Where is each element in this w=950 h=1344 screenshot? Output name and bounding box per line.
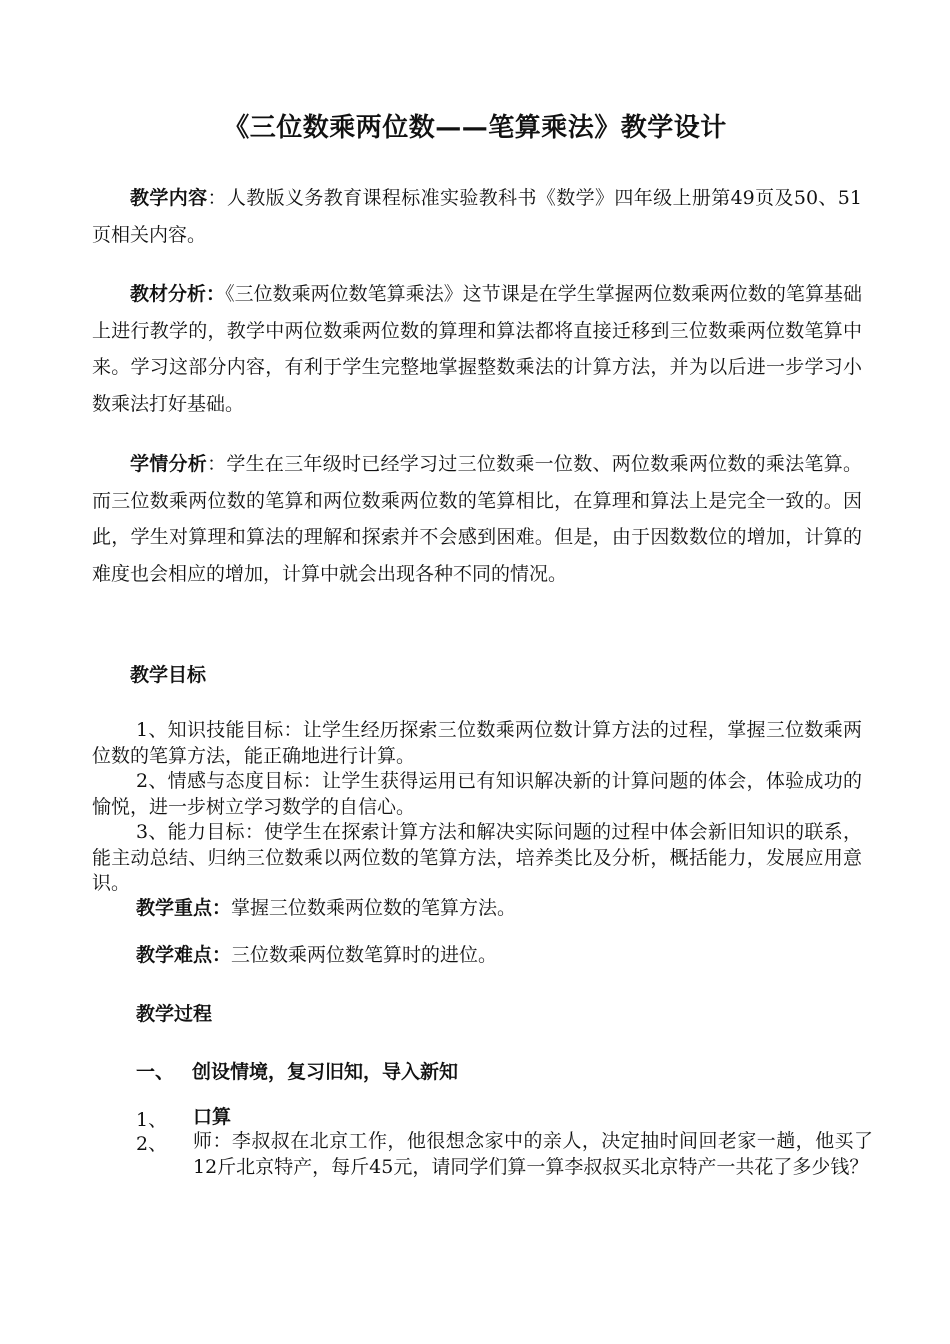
material-analysis-text: 《三位数乘两位数笔算乘法》这节课是在学生掌握两位数乘两位数的笔算基础上进行教学的，教学中两位数乘两位数的算理和算法都将直接迁移到三位数乘两位数笔算中来。学习这部分内容，有利于学生完整地掌握整数乘法的计算方法，并为以后进一步学习小数乘法打好基础。 xyxy=(92,283,862,415)
goals-list xyxy=(92,718,862,897)
item-text: 师：李叔叔在北京工作，他很想念家中的亲人，决定抽时间回老家一趟，他买了12斤北京特产，每斤45元，请同学们算一算李叔叔买北京特产一共花了多少钱？ xyxy=(193,1130,873,1178)
difficulty-line xyxy=(136,940,497,967)
teaching-content-label: 教学内容 xyxy=(130,187,208,209)
student-analysis-text: ：学生在三年级时已经学习过三位数乘一位数、两位数乘两位数的乘法笔算。而三位数乘两位数的笔算和两位数乘两位数的笔算相比，在算理和算法上是完全一致的。因此，学生对算理和算法的理解和探索并不会感到困难。但是，由于因数数位的增加，计算的难度也会相应的增加，计算中就会出现各种不同的情况。 xyxy=(92,453,862,585)
item-text: 口算 xyxy=(193,1106,232,1128)
item-number: 1、 xyxy=(136,1109,168,1131)
material-analysis-paragraph xyxy=(92,276,862,422)
section-heading xyxy=(136,1057,458,1084)
student-analysis-paragraph xyxy=(92,446,862,592)
key-point-text: 掌握三位数乘两位数的笔算方法。 xyxy=(231,897,517,919)
item-number: 2、 xyxy=(136,1133,168,1155)
teaching-content-text: ：人教版义务教育课程标准实验教科书《数学》四年级上册第49页及50、51页相关内容。 xyxy=(92,187,862,246)
difficulty-text: 三位数乘两位数笔算时的进位。 xyxy=(231,944,498,966)
difficulty-label: 教学难点： xyxy=(136,944,232,966)
goal-item: 3、能力目标：使学生在探索计算方法和解决实际问题的过程中体会新旧知识的联系，能主动总结、归纳三位数乘以两位数的笔算方法，培养类比及分析，概括能力，发展应用意识。 xyxy=(92,821,862,894)
section-number: 一、 xyxy=(136,1061,175,1083)
goal-item: 1、知识技能目标：让学生经历探索三位数乘两位数计算方法的过程，掌握三位数乘两位数的笔算方法，能正确地进行计算。 xyxy=(92,719,862,767)
process-heading: 教学过程 xyxy=(136,1003,213,1025)
teaching-content-paragraph xyxy=(92,180,862,253)
goals-heading: 教学目标 xyxy=(130,664,207,686)
key-point-label: 教学重点： xyxy=(136,897,232,919)
key-point-line xyxy=(136,893,516,920)
document-title: 《三位数乘两位数——笔算乘法》教学设计 xyxy=(223,113,727,143)
goal-item: 2、情感与态度目标：让学生获得运用已有知识解决新的计算问题的体会，体验成功的愉悦，进一步树立学习数学的自信心。 xyxy=(92,770,862,818)
section-title: 创设情境，复习旧知，导入新知 xyxy=(192,1061,459,1083)
material-analysis-label: 教材分析： xyxy=(130,283,226,305)
student-analysis-label: 学情分析 xyxy=(130,453,208,475)
